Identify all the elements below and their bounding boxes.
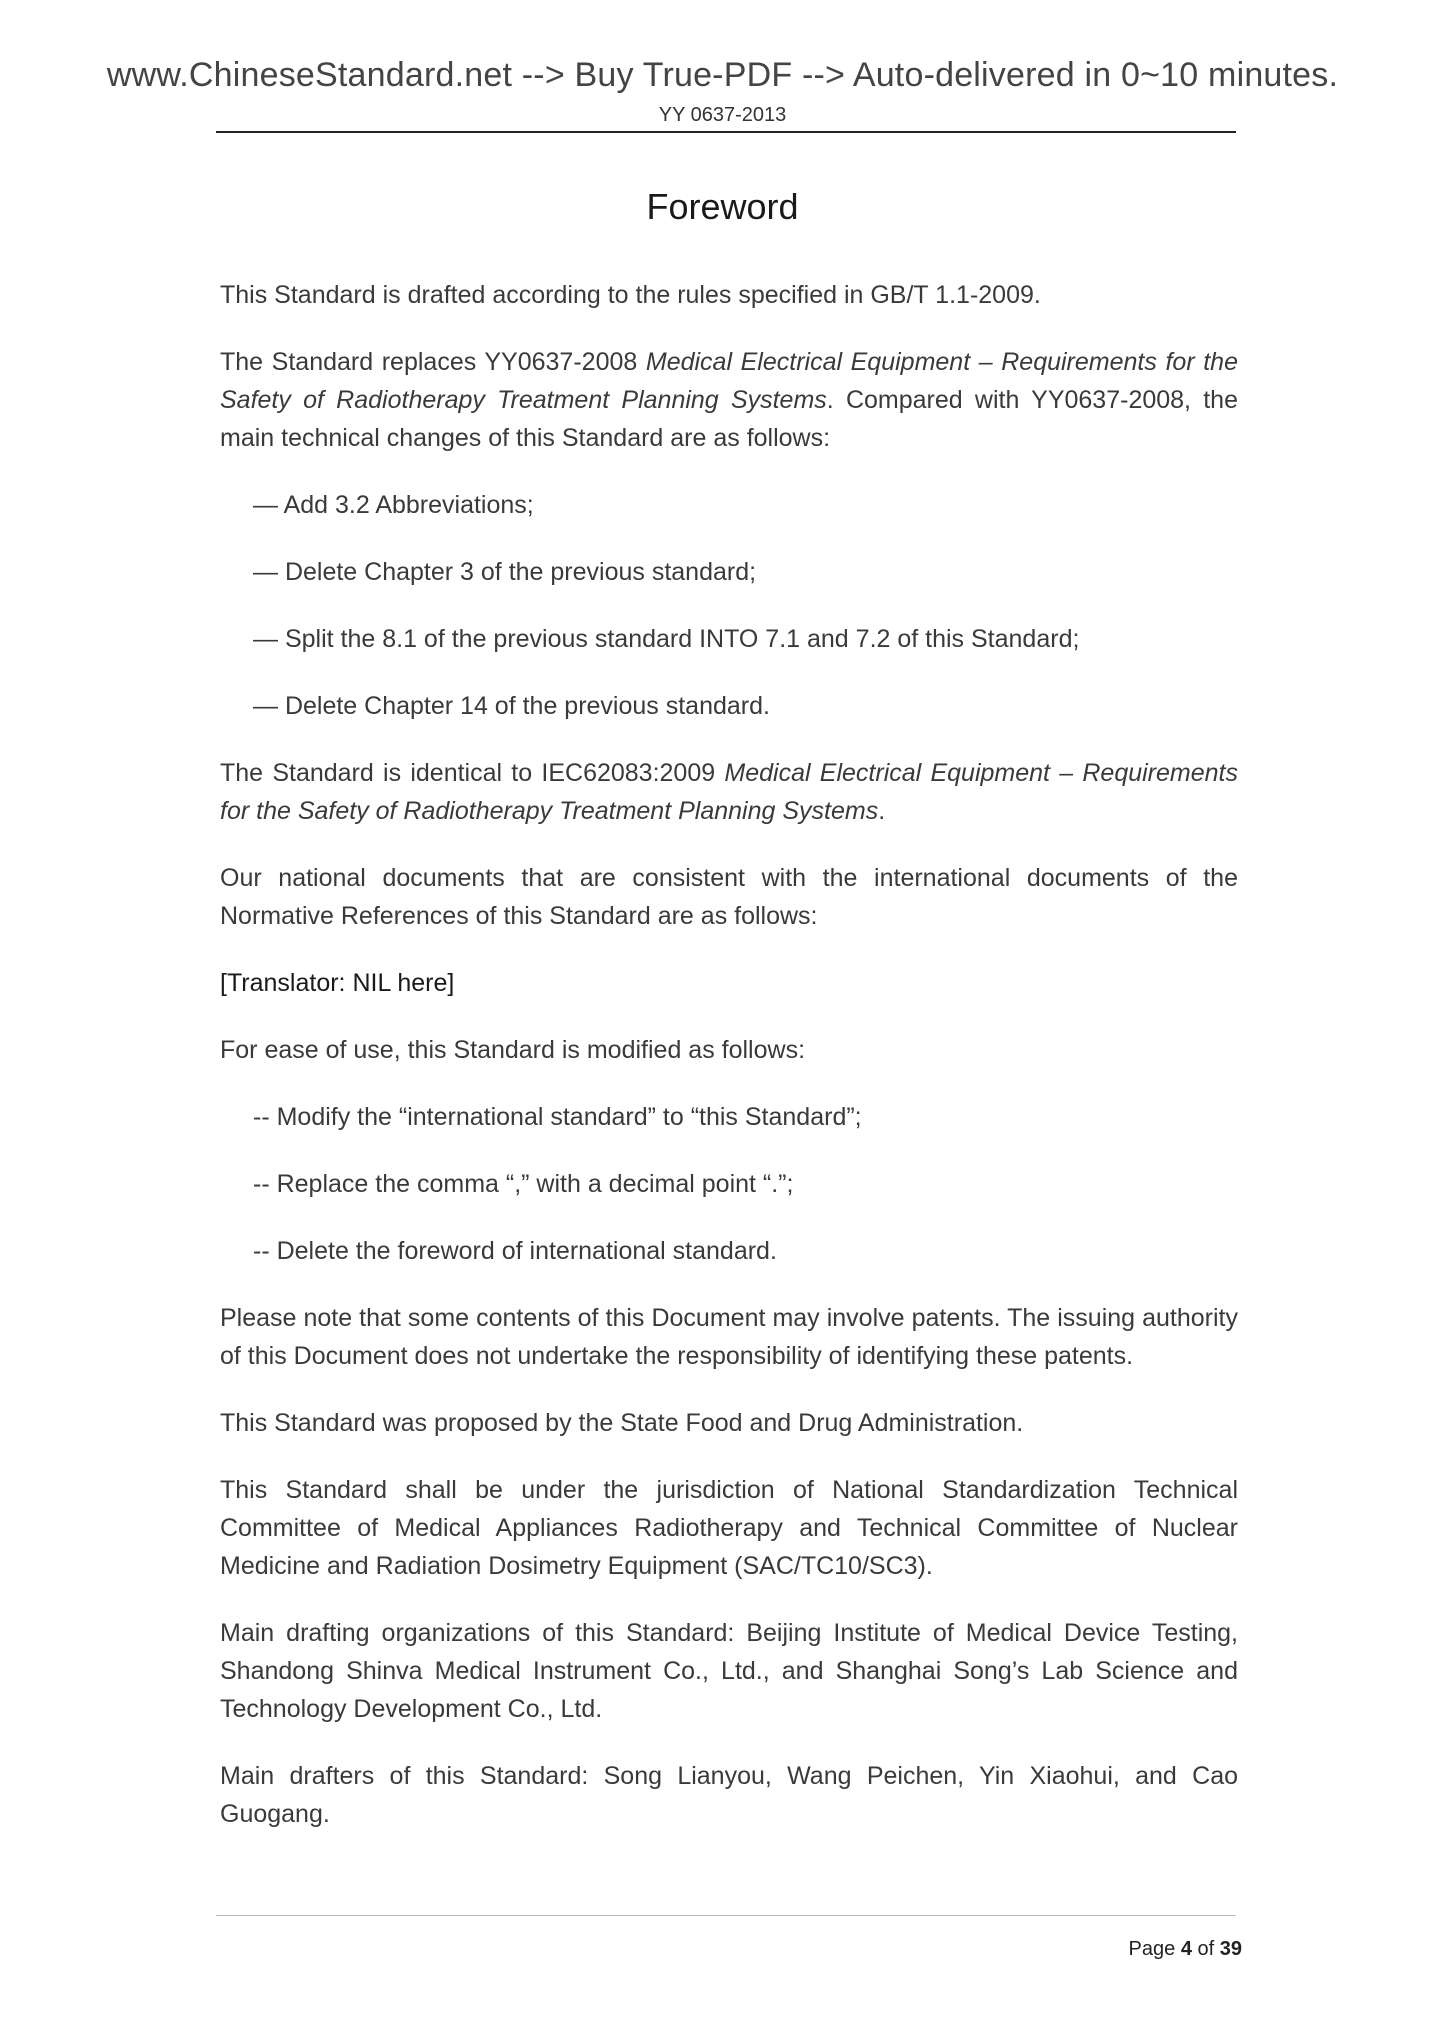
replacement-text-start: The Standard replaces YY0637-2008 [220, 348, 646, 376]
paragraph-modifications-intro: For ease of use, this Standard is modified as follows: [220, 1036, 806, 1064]
header-divider [216, 131, 1236, 133]
document-code: YY 0637-2013 [658, 104, 787, 126]
site-banner: www.ChineseStandard.net --> Buy True-PDF --> Auto-delivered in 0~10 minutes. [106, 56, 1339, 94]
identical-text-start: The Standard is identical to IEC62083:2009 [220, 759, 725, 787]
paragraph-national-documents: Our national documents that are consistent with the international documents of the Normative References of this Standard are as follows: [220, 864, 1238, 930]
change-item: — Add 3.2 Abbreviations; [253, 491, 534, 519]
paragraph-patents: Please note that some contents of this Document may involve patents. The issuing authority of this Document does not undertake the responsibility of identifying these patents. [220, 1304, 1238, 1370]
identical-text-end: . [878, 797, 886, 825]
paragraph-replacement [220, 343, 1238, 457]
page-number [1129, 1938, 1242, 1961]
paragraph-proposed-by: This Standard was proposed by the State Food and Drug Administration. [220, 1409, 1024, 1437]
change-item: — Split the 8.1 of the previous standard INTO 7.1 and 7.2 of this Standard; [253, 625, 1080, 653]
page-of-label: of [1197, 1938, 1215, 1960]
change-item: — Delete Chapter 14 of the previous standard. [253, 692, 770, 720]
page-current: 4 [1180, 1938, 1192, 1960]
page-total: 39 [1219, 1938, 1242, 1960]
paragraph-drafting-rules: This Standard is drafted according to the rules specified in GB/T 1.1-2009. [220, 281, 1041, 309]
paragraph-drafters: Main drafters of this Standard: Song Lianyou, Wang Peichen, Yin Xiaohui, and Cao Guogang. [220, 1762, 1238, 1828]
paragraph-jurisdiction: This Standard shall be under the jurisdiction of National Standardization Technical Committee of Medical Appliances Radiotherapy and Technical Committee of Nuclear Medicine and Radiation Dosimetry Equipment (SAC/TC10/SC3). [220, 1476, 1238, 1580]
footer-divider [216, 1915, 1236, 1916]
modification-item: -- Replace the comma “,” with a decimal point “.”; [253, 1170, 794, 1198]
page-title: Foreword [646, 186, 799, 227]
modification-item: -- Modify the “international standard” to “this Standard”; [253, 1103, 862, 1131]
paragraph-drafting-organizations: Main drafting organizations of this Standard: Beijing Institute of Medical Device Testing, Shandong Shinva Medical Instrument Co., Ltd., and Shanghai Song’s Lab Science and Technology Development Co., Ltd. [220, 1619, 1238, 1723]
document-body [220, 276, 1238, 1862]
replaced-standard-title: Medical Electrical Equipment – Requirements for the Safety of Radiotherapy Treatment Planning Systems [220, 348, 1238, 414]
replacement-text-end: . Compared with YY0637-2008, the main technical changes of this Standard are as follows: [220, 386, 1238, 452]
page-label: Page [1128, 1938, 1176, 1960]
change-item: — Delete Chapter 3 of the previous standard; [253, 558, 757, 586]
modification-item: -- Delete the foreword of international standard. [253, 1237, 777, 1265]
iec-standard-title: Medical Electrical Equipment – Requirements for the Safety of Radiotherapy Treatment Planning Systems [220, 759, 1238, 825]
paragraph-identical [220, 754, 1238, 830]
translator-note: [Translator: NIL here] [220, 969, 455, 997]
